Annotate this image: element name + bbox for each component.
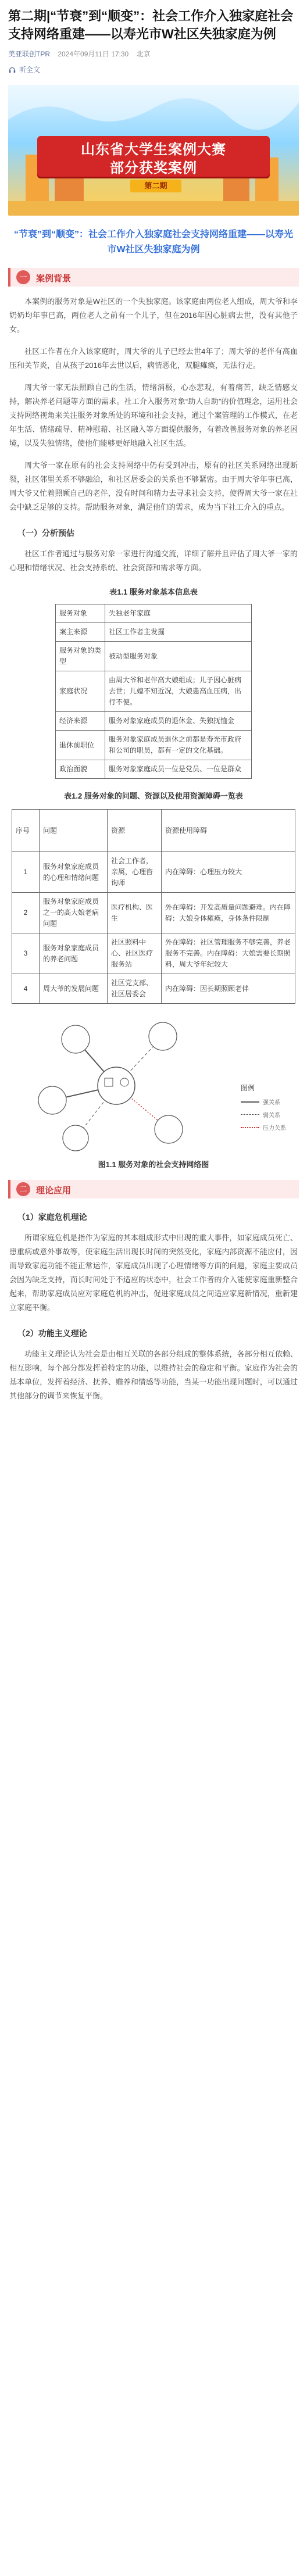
table-row [56,760,252,779]
table-cell: 4 [12,974,40,1004]
publish-location: 北京 [136,50,151,58]
legend-label: 强关系 [263,1100,280,1106]
table-header-cell: 序号 [12,810,40,852]
section-number: 二 [16,1182,30,1196]
listen-label: 听全文 [19,66,41,74]
paragraph: 周大爷一家无法照顾自己的生活，情绪消极，心态悲观，有着痛苦，缺乏情感支持，解决养老问题等方面的需求。社工介入服务对象“助人自助”的价值理念，运用社会支持网络视角来关注服务对象所处的环境和社会支持，通过个案管理的工作模式，在老年生活、情绪疏导、精神慰藉、社区融入等方面提供服务，有着改善服务对象的养老困境，以及失独情绪，使他们能够更好地融入社区生活。 [9,383,298,448]
table-row [56,604,252,623]
table-header-cell: 问题 [40,810,108,852]
table-cell: 医疗机构、医生 [108,893,162,933]
table-row [12,974,295,1004]
section-number: 一 [16,270,30,284]
table-cell: 内在障碍：心理压力较大 [162,852,295,893]
table-cell: 政治面貌 [56,760,105,779]
subsection-heading: （2）功能主义理论 [17,1329,87,1338]
table-header-row [12,810,295,852]
table-caption: 表1.1 服务对象基本信息表 [109,588,198,596]
banner-issue-tag: 第二期 [130,180,181,192]
table-cell: 服务对象家庭成员的养老问题 [40,933,108,974]
table-row [12,893,295,933]
table-caption: 表1.2 服务对象的问题、资源以及使用资源障碍一览表 [64,792,243,800]
table-row [12,933,295,974]
banner-title-line1: 山东省大学生案例大赛 [81,142,226,158]
table-cell: 社区党支部、社区居委会 [108,974,162,1004]
table-cell: 1 [12,852,40,893]
article-meta [0,43,307,59]
table-cell: 经济来源 [56,712,105,731]
table-cell: 服务对象家庭成员之一的高大娘老病问题 [40,893,108,933]
banner-image [8,85,299,216]
paragraph: 周大爷一家在原有的社会支持网络中仍有受到冲击，原有的社区关系网络出现断裂，社区邻里关系不够融洽，和社区居委会的关系也不够紧密。由于周大爷年事已高，周大爷又忙着照顾自己的老伴，没有时间和精力去寻求社会支持，使得周大爷一家在社会中缺乏足够的支持。帮助服务对象，满足他们的需求，成为当下社工介入的重点。 [9,461,298,511]
table-cell: 服务对象家庭成员一位是党员、一位是群众 [105,760,252,779]
subsection-heading: （1）家庭危机理论 [17,1212,87,1222]
social-support-ecomap [12,1013,295,1153]
ecomap-legend [241,1083,286,1136]
table-cell: 内在障碍：因长期照顾老伴 [162,974,295,1004]
paragraph: 本案例的服务对象是W社区的一个失独家庭。该家庭由两位老人组成，周大爷和李奶奶均年事已高，两位老人之前有一个儿子，但在2016年因心脏病去世，没有其他子女。 [9,297,298,334]
problem-resource-table [12,809,295,1004]
table-header-cell: 资源使用障碍 [162,810,295,852]
table-cell: 案主来源 [56,623,105,642]
table-row [56,731,252,760]
publish-date: 2024年09月11日 17:30 [58,50,129,58]
table-row [56,671,252,712]
table-cell: 失独老年家庭 [105,604,252,623]
legend-title: 图例 [241,1084,255,1092]
table-cell: 社会工作者，亲属，心理咨询师 [108,852,162,893]
table-cell: 服务对象家庭成员的退休金、失独抚恤金 [105,712,252,731]
section-label: 案例背景 [36,274,72,284]
section-label: 理论应用 [36,1186,72,1196]
client-info-table [55,604,252,779]
paragraph: 功能主义理论认为社会是由相互关联的各部分组成的整体系统，各部分相互依赖、相互影响，每个部分都发挥着特定的功能，以维持社会的稳定和平衡。家庭作为社会的基本单位，发挥着经济、抚养、赡养和情感等功能，当某一功能出现问题时，可以通过其他部分的调节来恢复平衡。 [9,1350,298,1400]
table-cell: 外在障碍：开发高质量问题避难。内在障碍：大娘身体瘫痪，身体条件限制 [162,893,295,933]
legend-item [241,1123,286,1132]
table-cell: 社区工作者主发掘 [105,623,252,642]
table-cell: 社区照料中心、社区医疗服务站 [108,933,162,974]
listen-button[interactable] [0,59,307,74]
table-cell: 退休前职位 [56,731,105,760]
legend-item [241,1110,286,1119]
legend-item [241,1097,286,1106]
table-cell: 周大爷的发展问题 [40,974,108,1004]
table-row [12,852,295,893]
table-cell: 服务对象 [56,604,105,623]
section-header-background [8,268,299,287]
paragraph: 社区工作者通过与服务对象一家进行沟通交流，详细了解并且评估了周大爷一家的心理和情绪状况、社会支持系统、社会资源和需求等方面。 [9,549,298,572]
table-cell: 3 [12,933,40,974]
table-cell: 2 [12,893,40,933]
subsection-heading: （一）分析预估 [17,528,74,538]
table-cell: 服务对象家庭成员的心理和情绪问题 [40,852,108,893]
article-title: 第二期|“节衰”到“顺变”：社会工作介入独家庭社会支持网络重建——以寿光市W社区失独家庭为例 [8,9,294,41]
table-row [56,623,252,642]
headphones-icon [8,66,16,74]
banner-title-line2: 部分获奖案例 [110,160,197,176]
table-cell: 由周大爷和老伴高大娘组成；儿子因心脏病去世；儿媳不知近况，大娘患高血压病，出行不便。 [105,671,252,712]
article-subtitle: “节衰”到“顺变”：社会工作介入独家庭社会支持网络重建——以寿光市W社区失独家庭为例 [14,230,294,255]
section-header-background [8,1180,299,1198]
table-cell: 外在障碍：社区管理服务不够完善，养老服务不完善。内在障碍：大娘需要长期照料，周大爷年纪较大 [162,933,295,974]
table-row [56,712,252,731]
table-cell: 被动型服务对象 [105,642,252,671]
paragraph: 社区工作者在介入该家庭时，周大爷的儿子已经去世4年了；周大爷的老伴有高血压和关节炎，自从孩子2016年去世以后，病情恶化，双腿瘫痪，无法行走。 [9,347,298,370]
table-row [56,642,252,671]
paragraph: 所谓家庭危机是指作为家庭的其本组成形式中出现的重大事件，如家庭成员死亡、患重病或意外事故等，使家庭生活出现长时间的突然变化，家庭内部资源不能应付，因而导致家庭功能不能正常运作，家庭成员出现了心理情绪等方面的问题，家庭主要成员会因为缺乏支持，而长时间处于不适应的状态中，社会工作者的介入能使家庭重新整合起来，帮助家庭成员应对家庭危机的冲击，促进家庭成员之间适应家庭新情况，重新建立家庭平衡。 [9,1233,298,1312]
legend-label: 弱关系 [263,1112,280,1119]
legend-label: 压力关系 [263,1125,286,1132]
table-cell: 服务对象的类型 [56,642,105,671]
account-name[interactable]: 美亚联创TPR [8,50,51,58]
table-cell: 家庭状况 [56,671,105,712]
figure-caption: 图1.1 服务对象的社会支持网络图 [98,1160,209,1169]
table-header-cell: 资源 [108,810,162,852]
table-cell: 服务对象家庭成员退休之前都是寿光市政府和公司的职员，都有一定的文化基础。 [105,731,252,760]
